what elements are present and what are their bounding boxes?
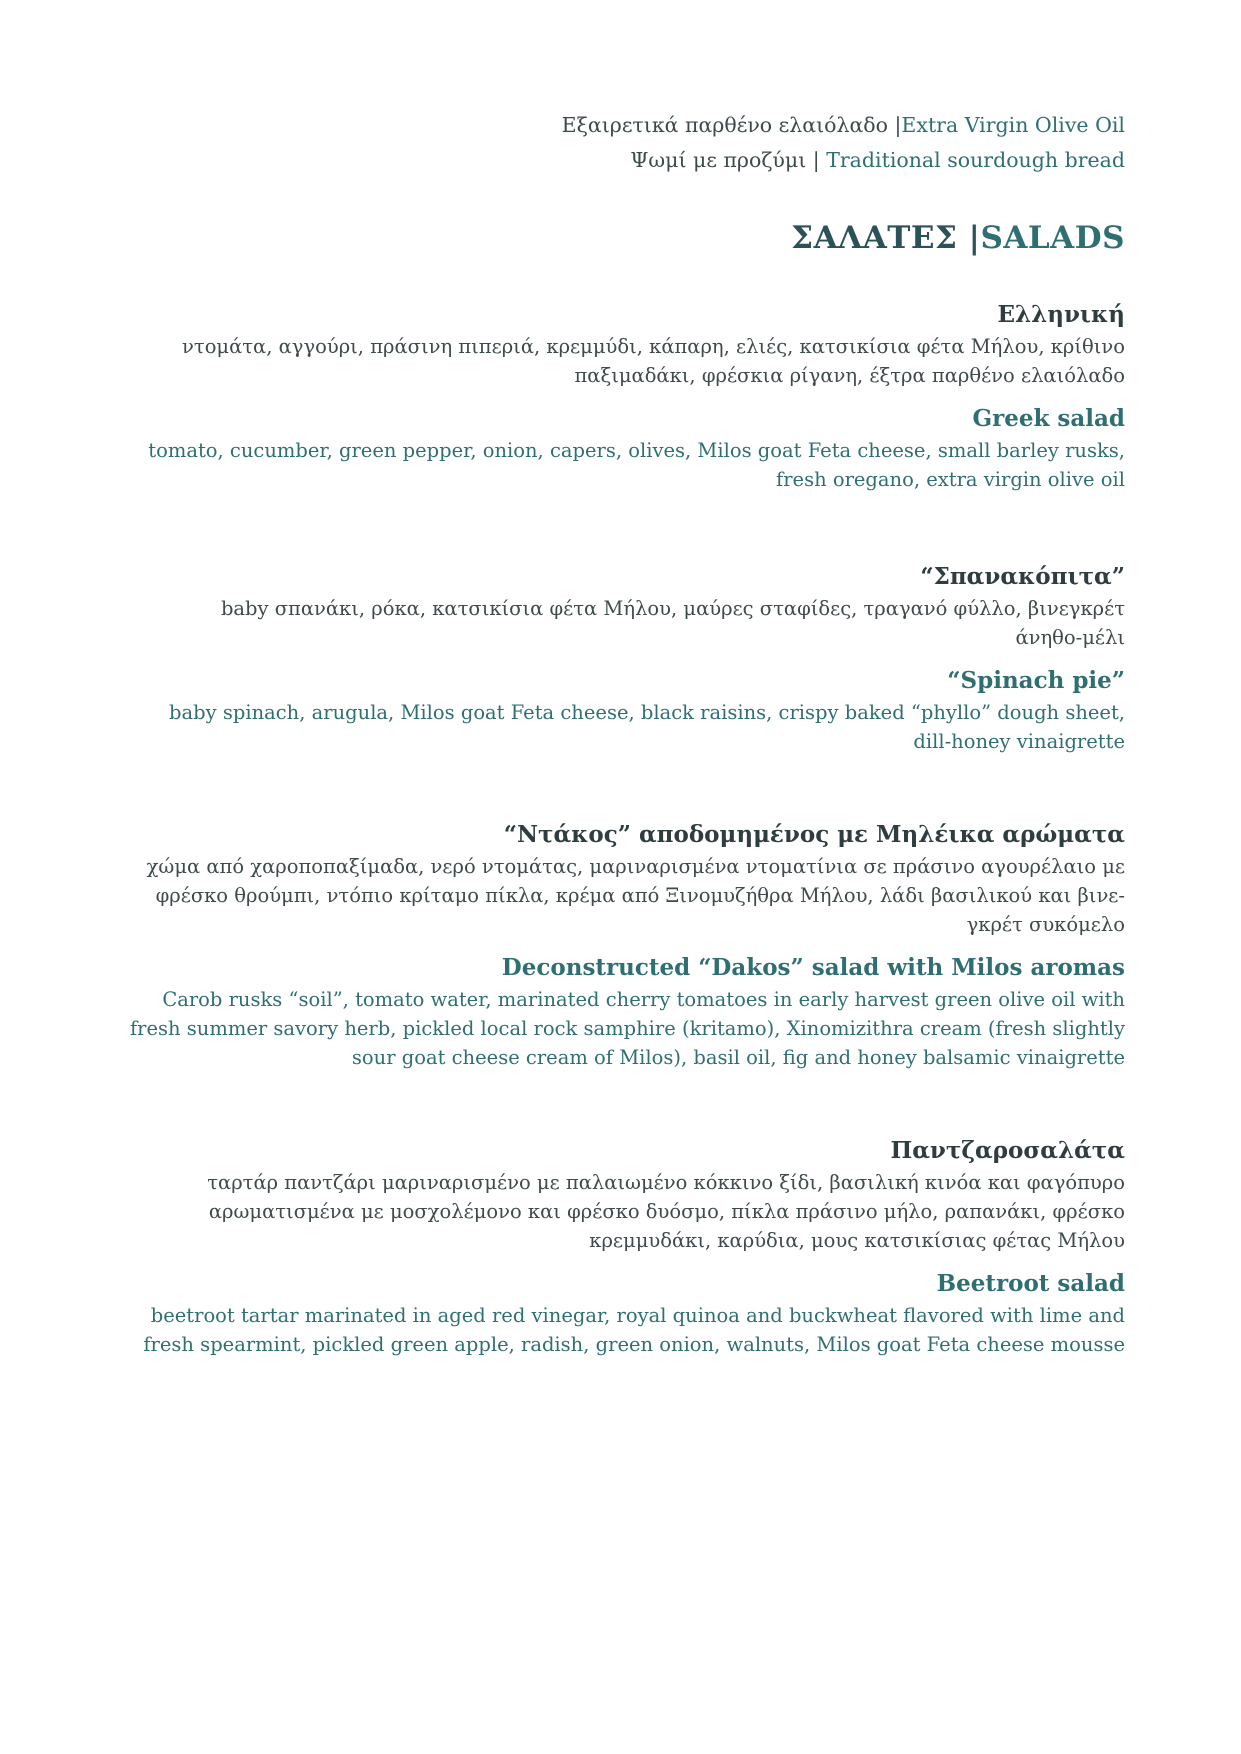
- bread-gr: Ψωμί με προζύμι |: [630, 148, 820, 172]
- desc-line: beetroot tartar marinated in aged red vinegar, royal quinoa and buckwheat flavored with lime and: [150, 1304, 1125, 1327]
- desc-line: άνηθο-μέλι: [1015, 626, 1125, 649]
- dish-name-gr: “Ντάκος” αποδομημένος με Μηλέικα αρώματα: [503, 821, 1125, 848]
- section-title-gr: ΣΑΛΑΤΕΣ |: [791, 220, 981, 256]
- desc-line: φρέσκο θρούμπι, ντόπιο κρίταμο πίκλα, κρέμα από Ξινομυζήθρα Μήλου, λάδι βασιλικού και βινε-: [155, 884, 1125, 907]
- dish-beetroot-salad: [110, 1134, 1125, 1359]
- dish-name-gr: “Σπανακόπιτα”: [920, 563, 1125, 590]
- dish-name-en: Greek salad: [972, 405, 1125, 432]
- bread-en: Traditional sourdough bread: [819, 148, 1125, 172]
- dish-spinach-pie: [110, 560, 1125, 756]
- dish-name-en: Deconstructed “Dakos” salad with Milos aromas: [501, 954, 1125, 981]
- dish-desc-gr: [110, 852, 1125, 939]
- desc-line: Carob rusks “soil”, tomato water, marinated cherry tomatoes in early harvest green olive oil with: [162, 988, 1125, 1011]
- dish-desc-en: [110, 698, 1125, 756]
- desc-line: κρεμμυδάκι, καρύδια, μους κατσικίσιας φέτας Μήλου: [589, 1229, 1125, 1252]
- desc-line: dill-honey vinaigrette: [913, 730, 1125, 753]
- desc-line: baby spinach, arugula, Milos goat Feta cheese, black raisins, crispy baked “phyllo” dough sheet,: [169, 701, 1125, 724]
- desc-line: sour goat cheese cream of Milos), basil oil, fig and honey balsamic vinaigrette: [351, 1046, 1125, 1069]
- desc-line: αρωματισμένα με μοσχολέμονο και φρέσκο δυόσμο, πίκλα πράσινο μήλο, ραπανάκι, φρέσκο: [208, 1200, 1125, 1223]
- dish-desc-gr: [110, 594, 1125, 652]
- desc-line: χώμα από χαροποπαξίμαδα, νερό ντομάτας, μαριναρισμένα ντοματίνια σε πράσινο αγουρέλαιο με: [146, 855, 1125, 878]
- dish-desc-en: [110, 1301, 1125, 1359]
- dish-name-en: Beetroot salad: [936, 1270, 1125, 1297]
- dish-name-en: “Spinach pie”: [947, 667, 1125, 694]
- desc-line: γκρέτ συκόμελο: [966, 913, 1125, 936]
- dish-name-gr: Ελληνική: [997, 301, 1125, 328]
- desc-line: fresh summer savory herb, pickled local rock samphire (kritamo), Xinomizithra cream (fresh slightly: [129, 1017, 1125, 1040]
- olive-oil-line: [110, 108, 1125, 143]
- olive-oil-en: Extra Virgin Olive Oil: [901, 113, 1125, 137]
- desc-line: baby σπανάκι, ρόκα, κατσικίσια φέτα Μήλου, μαύρες σταφίδες, τραγανό φύλλο, βινεγκρέτ: [220, 597, 1125, 620]
- desc-line: παξιμαδάκι, φρέσκια ρίγανη, έξτρα παρθένο ελαιόλαδο: [574, 364, 1125, 387]
- dish-greek-salad: [110, 298, 1125, 494]
- desc-line: fresh oregano, extra virgin olive oil: [775, 468, 1125, 491]
- desc-line: ταρτάρ παντζάρι μαριναρισμένο με παλαιωμένο κόκκινο ξίδι, βασιλική κινόα και φαγόπυρο: [207, 1171, 1125, 1194]
- dish-desc-en: [110, 985, 1125, 1072]
- desc-line: tomato, cucumber, green pepper, onion, capers, olives, Milos goat Feta cheese, small barley rusks,: [148, 439, 1125, 462]
- dish-desc-en: [110, 436, 1125, 494]
- section-title-en: SALADS: [980, 220, 1125, 256]
- dish-dakos: [110, 818, 1125, 1072]
- dish-desc-gr: [110, 332, 1125, 390]
- intro-block: [110, 108, 1125, 178]
- dish-desc-gr: [110, 1168, 1125, 1255]
- bread-line: [110, 143, 1125, 178]
- desc-line: ντομάτα, αγγούρι, πράσινη πιπεριά, κρεμμύδι, κάπαρη, ελιές, κατσικίσια φέτα Μήλου, κρίθινο: [182, 335, 1125, 358]
- desc-line: fresh spearmint, pickled green apple, radish, green onion, walnuts, Milos goat Feta cheese mousse: [143, 1333, 1125, 1356]
- section-title: [110, 216, 1125, 260]
- olive-oil-gr: Εξαιρετικά παρθένο ελαιόλαδο |: [561, 113, 902, 137]
- dish-name-gr: Παντζαροσαλάτα: [890, 1137, 1125, 1164]
